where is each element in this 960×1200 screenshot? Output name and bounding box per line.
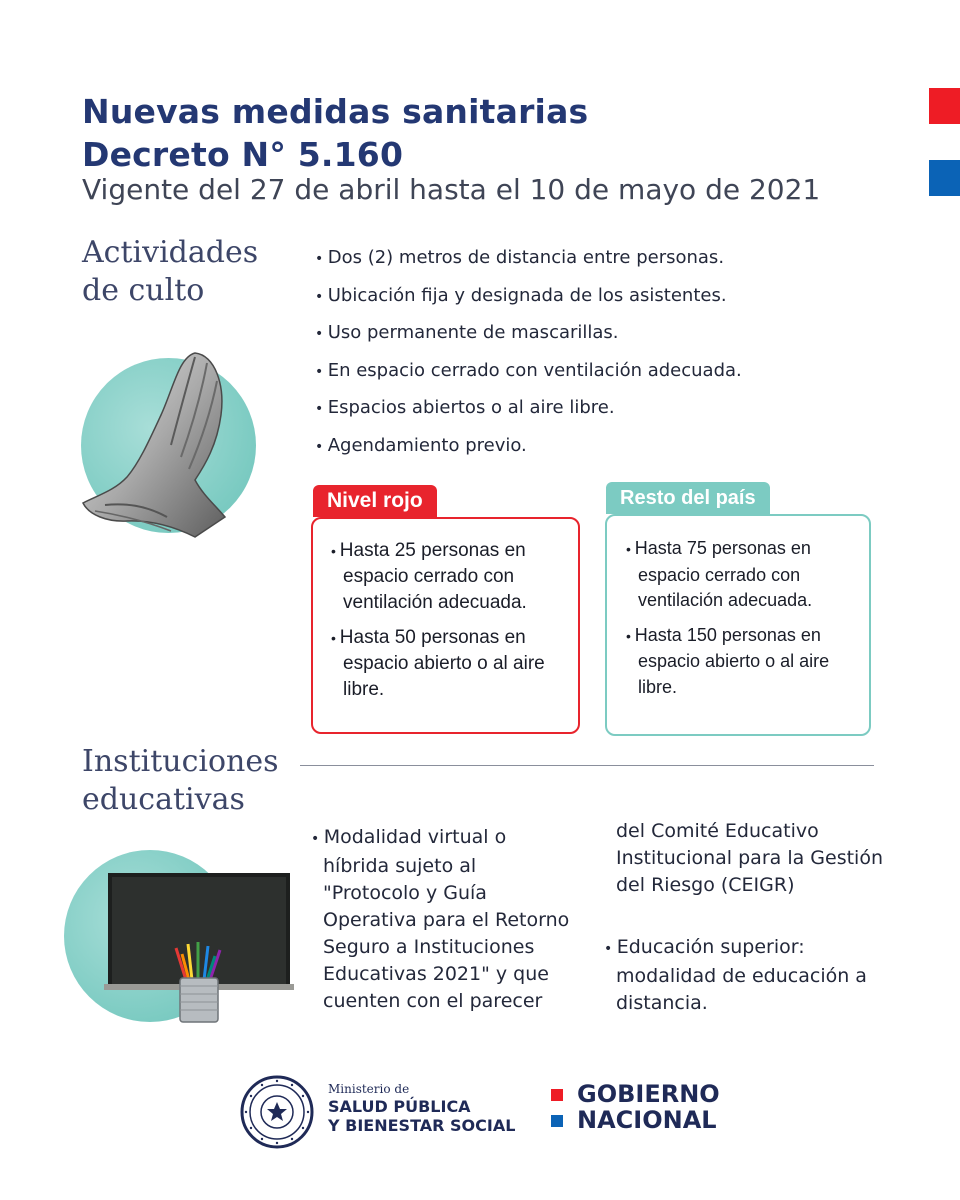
educacion-bullet-2-text: Educación superior: modalidad de educación a distancia. bbox=[616, 936, 867, 1014]
paraguay-seal-logo bbox=[240, 1075, 314, 1149]
ministry-name-line-1: SALUD PÚBLICA bbox=[328, 1097, 471, 1116]
culto-bullet-list bbox=[315, 240, 742, 465]
resto-pais-list bbox=[626, 536, 861, 709]
gobierno-line-1: GOBIERNO bbox=[577, 1080, 720, 1108]
list-item: • Hasta 150 personas en espacio abierto o al aire libre. bbox=[626, 623, 861, 701]
page-subtitle: Vigente del 27 de abril hasta el 10 de mayo de 2021 bbox=[82, 173, 821, 206]
flag-red-square bbox=[929, 88, 960, 124]
flag-blue-square bbox=[929, 160, 960, 196]
resto-pais-label: Resto del país bbox=[606, 482, 770, 514]
section-title-culto-line-2: de culto bbox=[82, 273, 205, 308]
section-title-educacion-line-1: Instituciones bbox=[82, 744, 279, 779]
page-title bbox=[82, 90, 588, 176]
list-item: • Hasta 25 personas en espacio cerrado con ventilación adecuada. bbox=[331, 538, 571, 616]
ministry-name-line-2: Y BIENESTAR SOCIAL bbox=[328, 1116, 516, 1135]
ministry-prefix: Ministerio de bbox=[328, 1082, 410, 1096]
list-item: • Espacios abiertos o al aire libre. bbox=[315, 390, 742, 428]
nivel-rojo-list bbox=[331, 538, 571, 712]
section-divider bbox=[300, 765, 874, 766]
title-line-2: Decreto N° 5.160 bbox=[82, 135, 404, 174]
list-item: • Ubicación fija y designada de los asistentes. bbox=[315, 278, 742, 316]
section-title-educacion-line-2: educativas bbox=[82, 782, 245, 817]
list-item: • Uso permanente de mascarillas. bbox=[315, 315, 742, 353]
ministry-name bbox=[328, 1097, 515, 1135]
gobierno-line-2: NACIONAL bbox=[577, 1106, 717, 1134]
nivel-rojo-label: Nivel rojo bbox=[313, 485, 437, 517]
educacion-bullet-1-continued: del Comité Educativo Institucional para la Gestión del Riesgo (CEIGR) bbox=[616, 820, 883, 896]
section-title-culto bbox=[82, 234, 258, 310]
educacion-bullet-2: • Educación superior: modalidad de educación a distancia. bbox=[604, 936, 867, 1014]
list-item: • Hasta 75 personas en espacio cerrado con ventilación adecuada. bbox=[626, 536, 861, 614]
pencil-cup-icon bbox=[168, 940, 230, 1025]
educacion-bullet-1: • Modalidad virtual o híbrida sujeto al "Protocolo y Guía Operativa para el Retorno Seguro a Instituciones Educativas 2021" y que cuenten con el parecer bbox=[311, 826, 570, 1012]
list-item: • Agendamiento previo. bbox=[315, 428, 742, 466]
section-title-educacion bbox=[82, 743, 279, 819]
gobierno-nacional-logo bbox=[577, 1081, 720, 1133]
gobierno-red-square bbox=[551, 1089, 563, 1101]
list-item: • Dos (2) metros de distancia entre personas. bbox=[315, 240, 742, 278]
section-title-culto-line-1: Actividades bbox=[82, 235, 259, 270]
list-item: • En espacio cerrado con ventilación adecuada. bbox=[315, 353, 742, 391]
educacion-bullet-1-text: Modalidad virtual o híbrida sujeto al "Protocolo y Guía Operativa para el Retorno Seguro a Instituciones Educativas 2021" y que cuenten con el parecer bbox=[323, 826, 570, 1012]
praying-hands-icon bbox=[75, 345, 235, 540]
title-line-1: Nuevas medidas sanitarias bbox=[82, 92, 589, 131]
gobierno-blue-square bbox=[551, 1115, 563, 1127]
list-item: • Hasta 50 personas en espacio abierto o al aire libre. bbox=[331, 625, 571, 703]
